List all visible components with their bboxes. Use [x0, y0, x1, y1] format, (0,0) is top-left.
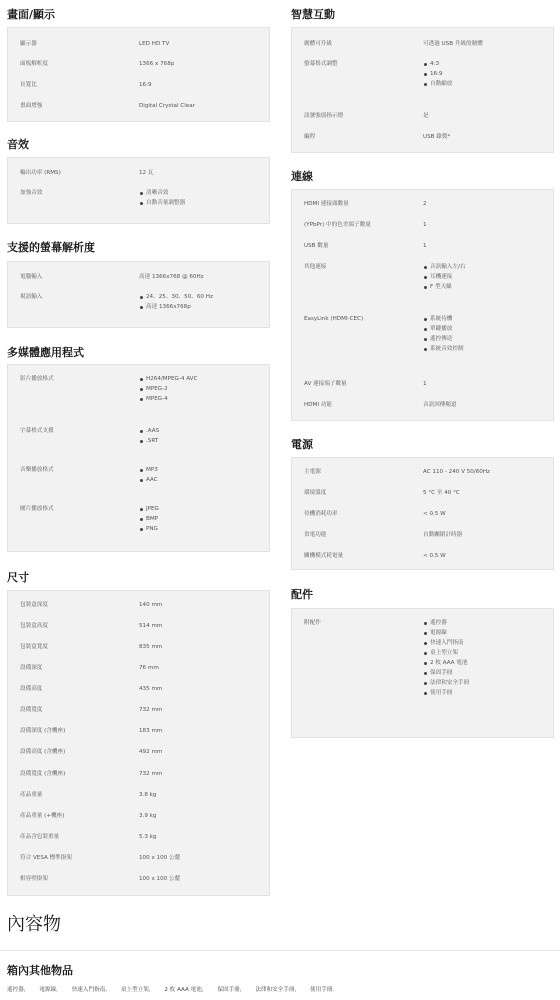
list-item: 使用手冊: [423, 690, 551, 700]
spec-value: 732 mm: [139, 707, 163, 713]
spec-label: 加強音效: [20, 190, 43, 196]
spec-value: 183 mm: [139, 728, 163, 734]
spec-value-list: [139, 467, 267, 487]
list-item: .AAS: [139, 428, 267, 438]
section-title-resolution: 支援的螢幕解析度: [7, 241, 95, 254]
spec-label: HDMI 功能: [304, 402, 332, 408]
spec-label: 面板解析度: [20, 61, 48, 67]
spec-value: 可透過 USB 升級的韌體: [423, 41, 483, 47]
spec-label: 其他連接: [304, 264, 327, 270]
spec-label: 輸出功率 (RMS): [20, 170, 61, 176]
spec-value: 2: [423, 201, 427, 207]
spec-box-dimensions: [7, 590, 270, 896]
list-item: 遙控器: [423, 620, 551, 630]
spec-box-accessories: [291, 608, 554, 738]
list-item: 電源線: [423, 630, 551, 640]
section-title-smart: 智慧互動: [291, 8, 335, 21]
spec-value: LED HD TV: [139, 41, 170, 47]
spec-label: 產品重量: [20, 792, 43, 798]
list-item: PNG: [139, 526, 267, 536]
spec-label: 影片播放格式: [20, 376, 54, 382]
spec-value: 140 mm: [139, 602, 163, 608]
spec-value: 732 mm: [139, 771, 163, 777]
spec-label: 設備高度 (含機座): [20, 749, 66, 755]
spec-label: 關機模式耗電量: [304, 553, 344, 559]
spec-label: 音樂播放格式: [20, 467, 54, 473]
list-item: 電源線,: [39, 987, 58, 993]
list-item: 清晰音效: [139, 190, 267, 200]
spec-value: 3.8 kg: [139, 792, 157, 798]
spec-value: 100 x 100 公釐: [139, 876, 181, 882]
spec-value: 492 mm: [139, 749, 163, 755]
spec-value: < 0.5 W: [423, 511, 446, 517]
spec-value: 1: [423, 222, 427, 228]
spec-label: 產品重量 (+機座): [20, 813, 65, 819]
spec-value-list: [423, 264, 551, 294]
spec-value: 835 mm: [139, 644, 163, 650]
spec-value-list: [139, 428, 267, 448]
list-item: MPEG-4: [139, 396, 267, 406]
spec-label: 環境溫度: [304, 490, 327, 496]
list-item: 音訊輸入左/右: [423, 264, 551, 274]
spec-label: (YPbPr) 中的色差端子數量: [304, 222, 371, 228]
spec-value-list: [423, 620, 551, 700]
spec-label: HDMI 連接頭數量: [304, 201, 349, 207]
list-item: 耳機連接: [423, 274, 551, 284]
spec-label: 長寬比: [20, 82, 37, 88]
spec-label: 設備深度 (含機座): [20, 728, 66, 734]
section-title-accessories: 配件: [291, 588, 313, 601]
list-item: F 型天線: [423, 284, 551, 294]
divider: [0, 950, 560, 951]
list-item: 保固手冊,: [217, 987, 242, 993]
spec-label: 圖片播放格式: [20, 506, 54, 512]
spec-label: 符合 VESA 標準掛架: [20, 855, 72, 861]
spec-label: 電腦輸入: [20, 274, 43, 280]
list-item: 桌上型立架: [423, 650, 551, 660]
contents-subheading: 箱內其他物品: [7, 964, 73, 977]
spec-value: 514 mm: [139, 623, 163, 629]
spec-label: 包裝盒寬度: [20, 644, 48, 650]
spec-label: 相容壁掛架: [20, 876, 48, 882]
list-item: 16:9: [423, 71, 551, 81]
list-item: 桌上型立架,: [120, 987, 151, 993]
spec-label: EasyLink (HDMI-CEC): [304, 316, 364, 322]
spec-value: 12 瓦: [139, 170, 154, 176]
spec-value: 16:9: [139, 82, 152, 88]
spec-label: 編程: [304, 134, 316, 140]
spec-label: 訊號強弱指示燈: [304, 113, 344, 119]
list-item: MP3: [139, 467, 267, 477]
list-item: 保固手冊: [423, 670, 551, 680]
spec-box-connectivity: [291, 189, 554, 421]
spec-value-list: [139, 190, 267, 210]
spec-value: 1366 x 768p: [139, 61, 175, 67]
spec-box-power: [291, 457, 554, 570]
section-title-power: 電源: [291, 438, 313, 451]
list-item: 4:3: [423, 61, 551, 71]
spec-value: Digital Crystal Clear: [139, 103, 195, 109]
list-item: 單鍵播放: [423, 326, 551, 336]
list-item: 高達 1366x768p: [139, 304, 267, 314]
spec-label: 待機消耗功率: [304, 511, 338, 517]
spec-label: 包裝盒深度: [20, 602, 48, 608]
list-item: 遙控傳送: [423, 336, 551, 346]
list-item: H264/MPEG-4 AVC: [139, 376, 267, 386]
section-title-connectivity: 連線: [291, 170, 313, 183]
list-item: 自動音量調整器: [139, 200, 267, 210]
spec-box-display: [7, 27, 270, 122]
spec-value: 3.9 kg: [139, 813, 157, 819]
spec-value: 1: [423, 243, 427, 249]
contents-heading: 內容物: [7, 914, 61, 935]
list-item: 自動縮放: [423, 81, 551, 91]
spec-value: 100 x 100 公釐: [139, 855, 181, 861]
spec-value: 76 mm: [139, 665, 159, 671]
spec-box-multimedia: [7, 364, 270, 552]
spec-value: < 0.5 W: [423, 553, 446, 559]
spec-value: 1: [423, 381, 427, 387]
list-item: 系統待機: [423, 316, 551, 326]
spec-value: 5.3 kg: [139, 834, 157, 840]
list-item: BMP: [139, 516, 267, 526]
list-item: AAC: [139, 477, 267, 487]
spec-value: USB 錄製*: [423, 134, 451, 140]
spec-box-resolution: [7, 261, 270, 328]
spec-label: 省電功能: [304, 532, 327, 538]
spec-label: 畫面增強: [20, 103, 43, 109]
spec-value-list: [423, 61, 551, 91]
spec-value: 是: [423, 113, 429, 119]
spec-value: 高達 1366x768 @ 60Hz: [139, 274, 204, 280]
contents-list: [7, 985, 346, 993]
list-item: 快速入門指南: [423, 640, 551, 650]
spec-label: 設備深度: [20, 665, 43, 671]
list-item: .SRT: [139, 438, 267, 448]
spec-label: 字幕格式支援: [20, 428, 54, 434]
spec-box-audio: [7, 157, 270, 224]
list-item: 快速入門指南,: [71, 987, 108, 993]
list-item: 使用手冊.: [310, 987, 335, 993]
spec-label: 視訊輸入: [20, 294, 43, 300]
section-title-audio: 音效: [7, 138, 29, 151]
spec-label: 主電源: [304, 469, 321, 475]
section-title-multimedia: 多媒體應用程式: [7, 346, 84, 359]
spec-label: AV 連接端子數量: [304, 381, 347, 387]
spec-label: 螢幕格式調整: [304, 61, 338, 67]
spec-box-smart: [291, 27, 554, 153]
spec-label: 產品含包裝重量: [20, 834, 60, 840]
spec-label: 設備寬度 (含機座): [20, 771, 66, 777]
list-item: 遙控器,: [7, 987, 26, 993]
list-item: 2 枚 AAA 電池,: [164, 987, 204, 993]
list-item: 法律和安全手冊: [423, 680, 551, 690]
spec-value: 音訊回傳頻道: [423, 402, 457, 408]
spec-label: 顯示器: [20, 41, 37, 47]
spec-value-list: [423, 316, 551, 356]
list-item: 2 枚 AAA 電池: [423, 660, 551, 670]
spec-value-list: [139, 376, 267, 406]
spec-label: 設備高度: [20, 686, 43, 692]
spec-value: AC 110 - 240 V 50/60Hz: [423, 469, 490, 475]
list-item: 24、25、30、50、60 Hz: [139, 294, 267, 304]
spec-label: 附配件: [304, 620, 321, 626]
spec-value-list: [139, 506, 267, 536]
spec-value: 435 mm: [139, 686, 163, 692]
spec-label: 包裝盒高度: [20, 623, 48, 629]
list-item: MPEG-2: [139, 386, 267, 396]
spec-value: 5 °C 至 40 °C: [423, 490, 460, 496]
spec-label: 韌體可升級: [304, 41, 332, 47]
section-title-dimensions: 尺寸: [7, 571, 29, 584]
spec-label: USB 數量: [304, 243, 329, 249]
list-item: JPEG: [139, 506, 267, 516]
spec-label: 設備寬度: [20, 707, 43, 713]
list-item: 系統音效控制: [423, 346, 551, 356]
list-item: 法律和安全手冊,: [255, 987, 297, 993]
spec-value-list: [139, 294, 267, 314]
section-title-display: 畫面/顯示: [7, 8, 56, 21]
spec-value: 自動關閉計時器: [423, 532, 463, 538]
